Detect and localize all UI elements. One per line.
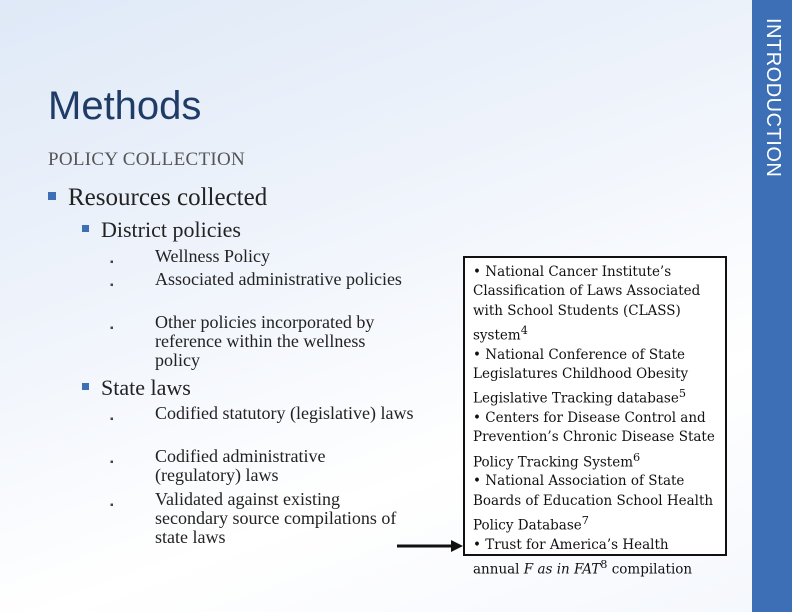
- list-item: ▪ Wellness Policy: [110, 247, 440, 266]
- list-item: ▪ Associated administrative policies: [110, 270, 410, 289]
- square-bullet-icon: [48, 192, 56, 200]
- square-bullet-icon: ▪: [110, 457, 114, 468]
- square-bullet-icon: [82, 383, 89, 390]
- slide-subtitle: POLICY COLLECTION: [48, 149, 246, 170]
- section-label: INTRODUCTION: [762, 18, 784, 178]
- arrow-right-icon: [397, 540, 463, 552]
- source-item: • Trust for America’s Health annual F as in FAT$^8$ compilation: [473, 536, 693, 578]
- square-bullet-icon: [82, 225, 89, 232]
- source-item: • National Cancer Institute’s Classification of Laws Associated with School Students (CLASS) system$^4$: [473, 264, 701, 344]
- source-item: • National Conference of State Legislatures Childhood Obesity Legislative Tracking database$^5$: [473, 346, 689, 407]
- square-bullet-icon: ▪: [110, 280, 114, 291]
- district-heading: District policies: [82, 217, 241, 243]
- resources-heading: Resources collected: [48, 184, 267, 212]
- square-bullet-icon: ▪: [110, 323, 114, 334]
- square-bullet-icon: ▪: [110, 257, 114, 268]
- list-item: ▪ Other policies incorporated by reference within the wellness policy: [110, 312, 375, 370]
- list-item: ▪ Validated against existing secondary source compilations of state laws: [110, 489, 397, 547]
- slide-title: Methods: [48, 84, 202, 128]
- list-item: ▪ Codified administrative (regulatory) laws: [110, 446, 326, 485]
- source-item: • Centers for Disease Control and Prevention’s Chronic Disease State Policy Tracking System$^6$: [473, 410, 715, 471]
- list-item: ▪ Codified statutory (legislative) laws: [110, 404, 430, 423]
- square-bullet-icon: ▪: [110, 500, 114, 511]
- sources-box: [463, 256, 727, 578]
- state-heading: State laws: [82, 375, 191, 401]
- source-item: • National Association of State Boards of Education School Health Policy Database$^7$: [473, 473, 714, 534]
- square-bullet-icon: ▪: [110, 414, 114, 425]
